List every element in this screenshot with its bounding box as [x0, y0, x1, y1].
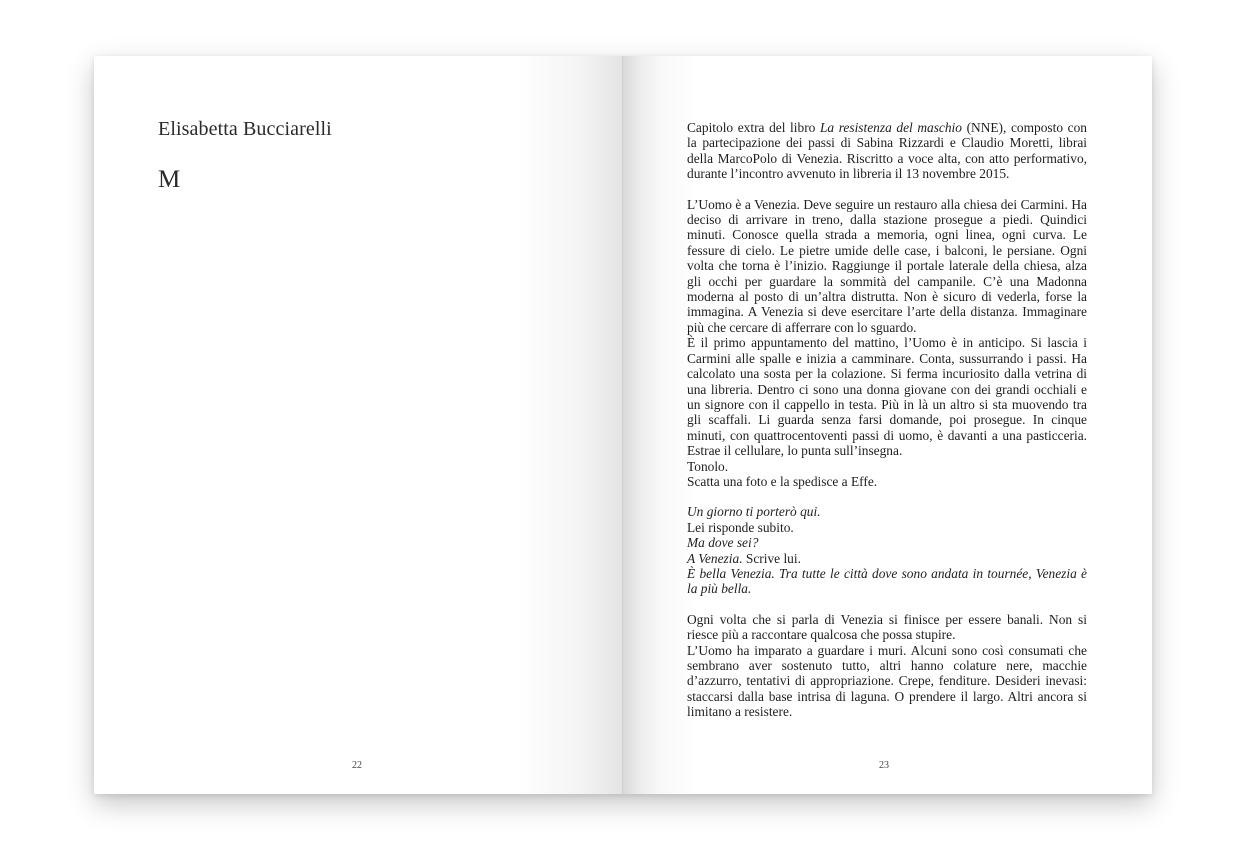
page-number-left: 22: [352, 760, 362, 771]
intro-rest: (NNE), composto con la partecipazione dei passi di Sabina Rizzardi e Claudio Moretti, librai della MarcoPolo di Venezia. Riscritto a voce alta, con atto performativo, durante l’incontro avvenuto in libreria il 13 novembre 2015.: [687, 120, 1087, 182]
paragraph-1: L’Uomo è a Venezia. Deve seguire un restauro alla chiesa dei Carmini. Ha deciso di arrivare in treno, dalla stazione prosegue a piedi. Quindici minuti. Conosce quella strada a memoria, ogni linea, ogni curva. Le fessure di cielo. Le pietre umide delle case, i balconi, le persiane. Ogni volta che torna è l’inizio. Raggiunge il portale laterale della chiesa, alza gli occhi per guardare la sommità del campanile. C’è una Madonna moderna al posto di un’altra distrutta. Non è sicuro di vederla, forse la immagina. A Venezia si deve esercitare l’arte della distanza. Immaginare più che cercare di afferrare con lo sguardo.: [687, 196, 1087, 335]
paragraph-2: È il primo appuntamento del mattino, l’Uomo è in anticipo. Si lascia i Carmini alle spalle e inizia a camminare. Conta, sussurrando i passi. Ha calcolato una sosta per la colazione. Si ferma incuriosito dalla vetrina di una libreria. Dentro ci sono una donna giovane con dei grandi occhiali e un signore con il cappello in testa. Più in là un altro si sta muovendo tra gli scaffali. Li guarda senza farsi domande, poi prosegue. In cinque minuti, con quattrocentoventi passi di uomo, è davanti a una pasticceria. Estrae il cellulare, lo punta sull’insegna.: [687, 335, 1087, 459]
paragraph-gap: [687, 597, 1087, 612]
dialogue-line-4-rest: Scrive lui.: [742, 550, 801, 566]
line-foto: Scatta una foto e la spedisce a Effe.: [687, 473, 878, 489]
dialogue-line-4-italic: A Venezia.: [687, 550, 743, 566]
intro-paragraph: [687, 120, 1087, 182]
page-number-right: 23: [879, 760, 889, 771]
paragraph-3: Ogni volta che si parla di Venezia si finisce per essere banali. Non si riesce più a raccontare qualcosa che possa stupire.: [687, 611, 1087, 643]
left-page: [94, 56, 623, 794]
dialogue-line-3: Ma dove sei?: [687, 535, 759, 551]
dialogue-line-2: Lei risponde subito.: [687, 519, 794, 535]
chapter-title: M: [158, 166, 181, 193]
dialogue-line-4: [687, 551, 1087, 566]
body-text: [687, 120, 1087, 720]
dialogue-line-5: È bella Venezia. Tra tutte le città dove sono andata in tournée, Venezia è la più bella.: [687, 565, 1087, 597]
paragraph-gap: [687, 182, 1087, 197]
line-tonolo: Tonolo.: [687, 458, 729, 474]
dialogue-line-1: Un giorno ti porterò qui.: [687, 504, 821, 520]
book-title: La resistenza del maschio: [819, 120, 962, 135]
author-name: Elisabetta Bucciarelli: [158, 118, 332, 140]
intro-prefix: Capitolo extra del libro: [687, 120, 820, 135]
paragraph-gap: [687, 489, 1087, 504]
paragraph-4: L’Uomo ha imparato a guardare i muri. Alcuni sono così consumati che sembrano aver sostenuto tutto, altri hanno colature nere, macchie d’azzurro, tentativi di appropriazione. Crepe, fenditure. Desideri inevasi: staccarsi dalla base intrisa di laguna. O prendere il largo. Altri ancora si limitano a resistere.: [687, 642, 1087, 720]
book-spread: [94, 56, 1152, 794]
right-page: [623, 56, 1152, 794]
